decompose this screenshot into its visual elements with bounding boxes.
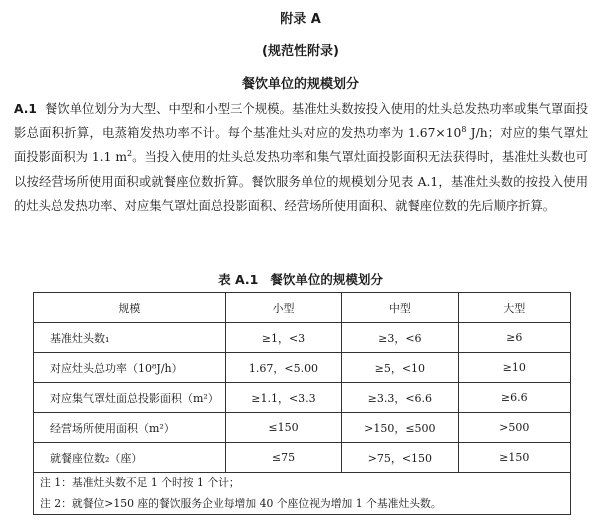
row-label: 对应灶头总功率（10⁸J/h）: [34, 353, 226, 383]
cell-large: ≥6.6: [458, 383, 570, 413]
cell-small: ≥1.1，<3.3: [225, 383, 341, 413]
cell-medium: >150，≤500: [342, 413, 458, 443]
header-small: 小型: [225, 293, 341, 323]
table-row: [34, 413, 571, 443]
table-caption-title: 餐饮单位的规模划分: [270, 272, 383, 287]
cell-large: ≥10: [458, 353, 570, 383]
table-note-row: [34, 473, 571, 493]
appendix-label: 附录 A: [280, 12, 321, 27]
table-row: [34, 353, 571, 383]
appendix-type: (规范性附录): [262, 44, 339, 59]
clause-a1: [14, 97, 588, 218]
table-header-row: [34, 293, 571, 323]
table-caption-number: 表 A.1: [218, 272, 259, 287]
cell-small: ≤150: [225, 413, 341, 443]
clause-text-part-2: J/h；对应的集气罩灶面投影面积为 1.1 m: [14, 126, 588, 165]
cell-small: ≤75: [225, 443, 341, 473]
appendix-title: 餐饮单位的规模划分: [241, 77, 359, 92]
table-caption: [0, 270, 601, 288]
clause-text-part-3: 。当投入使用的灶头总发热功率和集气罩灶面投影面积无法获得时，基准灶头数也可以按经营场所使用面积或就餐座位数折算。餐饮服务单位的规模划分见表 A.1，基准灶头数的按投入使用的灶头总发热功率、对应集气罩灶面总投影面积、经营场所使用面积、就餐座位数的先后顺序折算。: [14, 150, 588, 213]
clause-number: A.1: [14, 102, 37, 116]
row-label: 就餐座位数₂（座）: [34, 443, 226, 473]
cell-small: 1.67，<5.00: [225, 353, 341, 383]
header-scale: 规模: [34, 293, 226, 323]
cell-medium: ≥3.3，<6.6: [342, 383, 458, 413]
clause-text-part-1: 餐饮单位划分为大型、中型和小型三个规模。基准灶头数按投入使用的灶头总发热功率或集气罩面投影总面积折算，电蒸箱发热功率不计。每个基准灶头对应的发热功率为 1.67×10: [14, 102, 588, 141]
table-note-1: 注 1：基准灶头数不足 1 个时按 1 个计；: [34, 473, 571, 493]
clause-exponent-2: 2: [127, 149, 133, 159]
table-row: [34, 443, 571, 473]
header-large: 大型: [458, 293, 570, 323]
table-row: [34, 383, 571, 413]
cell-large: ≥150: [458, 443, 570, 473]
cell-medium: >75，<150: [342, 443, 458, 473]
cell-large: ≥6: [458, 323, 570, 353]
clause-exponent-8: 8: [461, 125, 467, 135]
row-label: 对应集气罩灶面总投影面积（m²）: [34, 383, 226, 413]
header-medium: 中型: [342, 293, 458, 323]
table-note-row: [34, 492, 571, 515]
cell-small: ≥1，<3: [225, 323, 341, 353]
scale-classification-table: [33, 292, 571, 515]
table-row: [34, 323, 571, 353]
cell-medium: ≥5，<10: [342, 353, 458, 383]
row-label: 经营场所使用面积（m²）: [34, 413, 226, 443]
cell-medium: ≥3，<6: [342, 323, 458, 353]
cell-large: >500: [458, 413, 570, 443]
row-label: 基准灶头数₁: [34, 323, 226, 353]
table-note-2: 注 2：就餐位>150 座的餐饮服务企业每增加 40 个座位视为增加 1 个基准灶头数。: [34, 492, 571, 515]
